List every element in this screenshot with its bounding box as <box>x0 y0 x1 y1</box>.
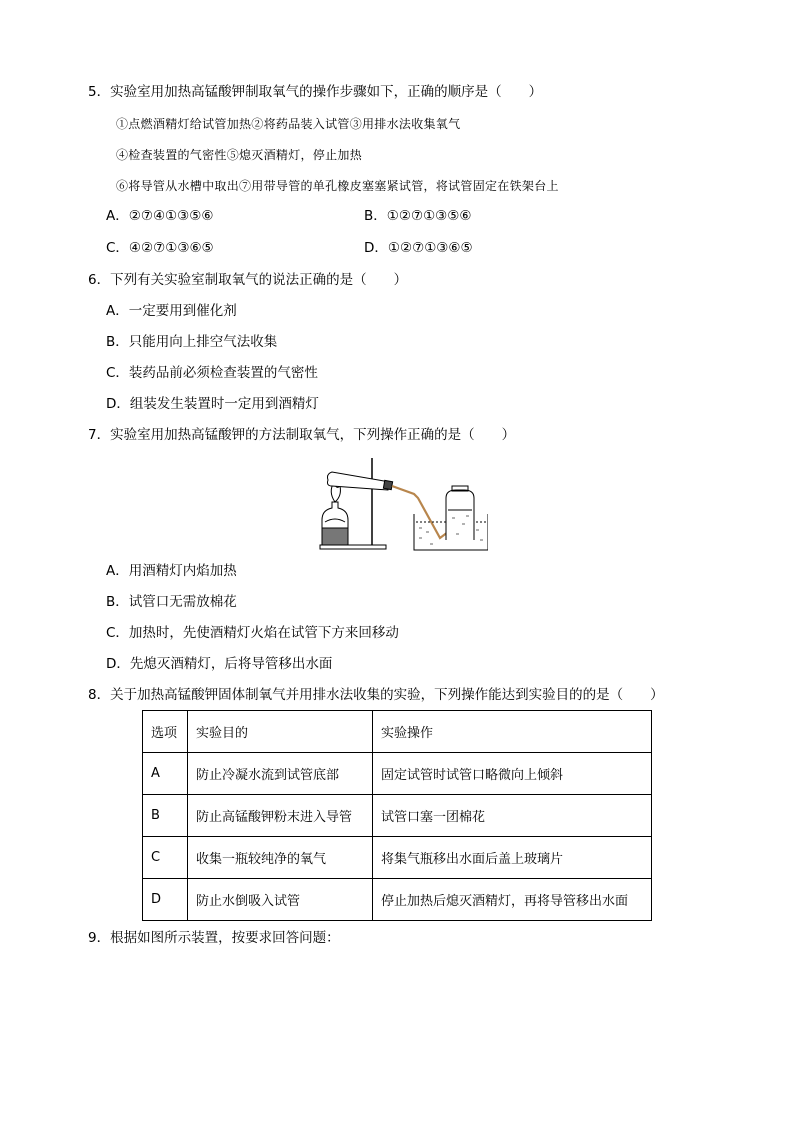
q6-option-b: B．只能用向上排空气法收集 <box>106 334 278 350</box>
oxygen-apparatus-drawing <box>306 452 488 552</box>
q6-option-c: C．装药品前必须检查装置的气密性 <box>106 365 318 381</box>
q5-steps-line-3: ⑥将导管从水槽中取出⑦用带导管的单孔橡皮塞塞紧试管，将试管固定在铁架台上 <box>116 179 559 193</box>
table-header-cell: 实验操作 <box>373 711 652 753</box>
table-row <box>143 753 652 795</box>
table-row <box>143 795 652 837</box>
stand-base <box>320 545 386 549</box>
q5-option-d: D．①②⑦①③⑥⑤ <box>364 240 473 256</box>
q7-option-d: D．先熄灭酒精灯，后将导管移出水面 <box>106 656 333 672</box>
q8-stem: 8．关于加热高锰酸钾固体制氧气并用排水法收集的实验，下列操作能达到实验目的的是（ ） <box>88 687 664 703</box>
q7-option-b: B．试管口无需放棉花 <box>106 594 237 610</box>
table-cell-option: D <box>143 879 188 921</box>
table-cell-operation: 固定试管时试管口略微向上倾斜 <box>373 753 652 795</box>
q5-stem: 5．实验室用加热高锰酸钾制取氧气的操作步骤如下，正确的顺序是（ ） <box>88 84 543 100</box>
q6-option-a: A．一定要用到催化剂 <box>106 303 237 319</box>
q5-steps-line-1: ①点燃酒精灯给试管加热②将药品装入试管③用排水法收集氧气 <box>116 117 461 131</box>
table-cell-purpose: 防止冷凝水流到试管底部 <box>188 753 373 795</box>
q8-table <box>142 710 652 921</box>
table-cell-operation: 将集气瓶移出水面后盖上玻璃片 <box>373 837 652 879</box>
table-header-cell: 实验目的 <box>188 711 373 753</box>
table-header-cell: 选项 <box>143 711 188 753</box>
rubber-stopper <box>383 480 392 489</box>
alcohol-lamp <box>322 502 348 528</box>
q5-option-c: C．④②⑦①③⑥⑤ <box>106 240 214 256</box>
q6-stem: 6．下列有关实验室制取氧气的说法正确的是（ ） <box>88 272 408 288</box>
table-header-row <box>143 711 652 753</box>
wooden-block <box>322 528 348 545</box>
q5-steps-line-2: ④检查装置的气密性⑤熄灭酒精灯，停止加热 <box>116 148 363 162</box>
table-cell-purpose: 防止高锰酸钾粉末进入导管 <box>188 795 373 837</box>
table-cell-operation: 试管口塞一团棉花 <box>373 795 652 837</box>
q7-stem: 7．实验室用加热高锰酸钾的方法制取氧气，下列操作正确的是（ ） <box>88 427 516 443</box>
table-row <box>143 879 652 921</box>
q5-option-b: B．①②⑦①③⑤⑥ <box>364 208 472 224</box>
table-cell-option: C <box>143 837 188 879</box>
table-cell-purpose: 防止水倒吸入试管 <box>188 879 373 921</box>
table-row <box>143 837 652 879</box>
table-cell-purpose: 收集一瓶较纯净的氧气 <box>188 837 373 879</box>
oxygen-apparatus-figure <box>306 452 488 552</box>
table-cell-operation: 停止加热后熄灭酒精灯，再将导管移出水面 <box>373 879 652 921</box>
table-cell-option: B <box>143 795 188 837</box>
q5-option-a: A．②⑦④①③⑤⑥ <box>106 208 214 224</box>
q6-option-d: D．组装发生装置时一定用到酒精灯 <box>106 396 319 412</box>
q7-option-a: A．用酒精灯内焰加热 <box>106 563 237 579</box>
table-cell-option: A <box>143 753 188 795</box>
q9-stem: 9．根据如图所示装置，按要求回答问题： <box>88 930 340 946</box>
q7-option-c: C．加热时，先使酒精灯火焰在试管下方来回移动 <box>106 625 399 641</box>
collecting-bottle <box>446 490 474 540</box>
